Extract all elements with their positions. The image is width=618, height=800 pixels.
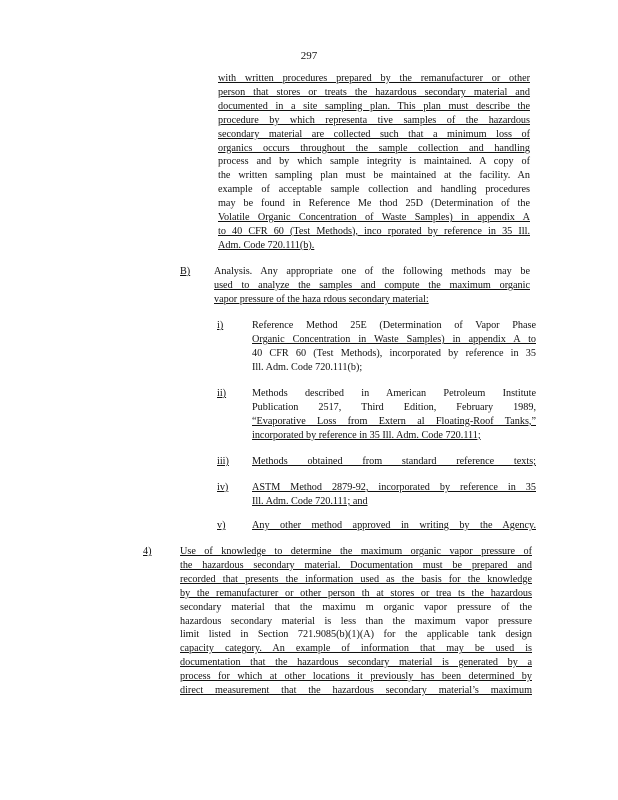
top-paragraph-line: to 40 CFR 60 (Test Methods), inco rporated by reference in 35 Ill. — [218, 225, 530, 237]
section-b-item-label: i) — [217, 320, 224, 331]
section-b-item-label: v) — [217, 520, 226, 531]
top-paragraph-line: Adm. Code 720.111(b). — [218, 239, 315, 251]
top-paragraph-line: Volatile Organic Concentration of Waste Samples) in appendix A — [218, 212, 530, 223]
section-b-item-label: iv) — [217, 482, 229, 493]
section-4-line: capacity category. An example of information that may be used is — [180, 643, 532, 655]
section-b-item-line: Reference Method 25E (Determination of Vapor Phase — [252, 320, 536, 331]
section-b-item-line: incorporated by reference in 35 Ill. Adm. Code 720.111; — [252, 429, 481, 441]
top-paragraph-line: documented in a site sampling plan. This plan must describe the — [218, 100, 530, 112]
section-b-item-line: Organic Concentration in Waste Samples) in appendix A to — [252, 333, 536, 345]
top-paragraph-line: the written sampling plan must be maintained at the facility. An — [218, 170, 530, 182]
section-b-item-line: Ill. Adm. Code 720.111(b); — [252, 361, 363, 373]
section-4-line: direct measurement that the hazardous secondary material’s maximum — [180, 685, 532, 696]
section-b-line: used to analyze the samples and compute the maximum organic — [214, 279, 530, 291]
top-paragraph-line: person that stores or treats the hazardous secondary material and — [218, 86, 530, 98]
section-b-item-label: ii) — [217, 388, 227, 399]
top-paragraph-line: may be found in Reference Me thod 25D (Determination of the — [218, 198, 530, 210]
section-b-item-label: iii) — [217, 456, 229, 467]
section-b-item-line: Methods obtained from standard reference texts; — [252, 456, 536, 467]
section-b-item-line: 40 CFR 60 (Test Methods), incorporated by reference in 35 — [252, 347, 536, 359]
section-b-item-line: “Evaporative Loss from Extern al Floating-Roof Tanks,” — [252, 415, 536, 427]
section-b-item-line: Publication 2517, Third Edition, February 1989, — [252, 401, 536, 413]
section-4-line: by the remanufacturer or other person th at stores or trea ts the hazardous — [180, 587, 532, 599]
section-b-item-line: Any other method approved in writing by the Agency. — [252, 520, 536, 531]
section-4-line: limit listed in Section 721.9085(b)(1)(A) for the applicable tank design — [180, 629, 532, 641]
top-paragraph-line: example of acceptable sample collection and handling procedures — [218, 184, 530, 196]
top-paragraph-line: procedure by which representa tive samples of the hazardous — [218, 114, 530, 126]
section-4-line: recorded that presents the information used as the basis for the knowledge — [180, 573, 532, 585]
section-4-line: hazardous secondary material is less than the maximum vapor pressure — [180, 615, 532, 627]
section-b-label: B) — [180, 266, 191, 277]
section-b-item-line: Ill. Adm. Code 720.111; and — [252, 495, 368, 507]
section-4-label: 4) — [143, 546, 152, 557]
section-4-line: process for which at other locations it previously has been determined by — [180, 671, 532, 683]
section-b-item-line: Methods described in American Petroleum Institute — [252, 388, 536, 399]
section-b-line: vapor pressure of the haza rdous secondary material: — [214, 293, 429, 305]
section-4-line: secondary material that the maximu m organic vapor pressure of the — [180, 601, 532, 613]
page-number: 297 — [300, 50, 318, 62]
top-paragraph-line: secondary material are collected such that a minimum loss of — [218, 128, 530, 140]
top-paragraph-line: with written procedures prepared by the remanufacturer or other — [218, 73, 530, 84]
section-b-item-line: ASTM Method 2879-92, incorporated by reference in 35 — [252, 482, 536, 493]
section-4-line: Use of knowledge to determine the maximum organic vapor pressure of — [180, 546, 532, 557]
section-b-line: Analysis. Any appropriate one of the following methods may be — [214, 266, 530, 277]
top-paragraph-line: organics occurs throughout the sample collection and handling — [218, 142, 530, 154]
top-paragraph-line: process and by which sample integrity is maintained. A copy of — [218, 156, 530, 168]
section-4-line: documentation that the hazardous secondary material is generated by a — [180, 657, 532, 669]
section-4-line: the hazardous secondary material. Documentation must be prepared and — [180, 559, 532, 571]
